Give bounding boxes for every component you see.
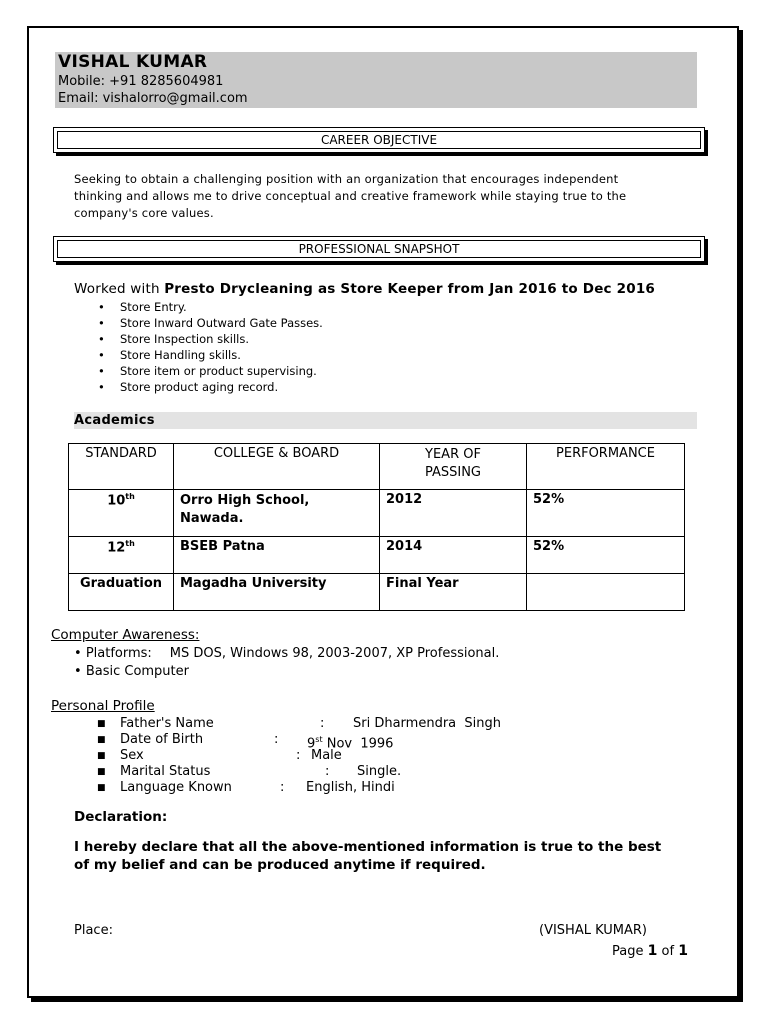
mobile-number: Mobile: +91 8285604981 — [58, 74, 224, 89]
list-item: • Store product aging record. — [98, 380, 279, 394]
header-cell: PERFORMANCE — [527, 444, 685, 490]
table-cell: 2012 — [380, 490, 527, 537]
list-item: • Store Inspection skills. — [98, 332, 249, 346]
career-line: company's core values. — [74, 206, 214, 220]
personal-profile-heading: Personal Profile — [51, 698, 155, 714]
career-objective-text — [74, 171, 694, 222]
page-number: Page 1 of 1 — [612, 943, 688, 959]
career-objective-heading: CAREER OBJECTIVE — [57, 131, 701, 149]
career-line: thinking and allows me to drive conceptual and creative framework while staying true to the — [74, 189, 627, 203]
table-cell: 2014 — [380, 537, 527, 574]
square-bullet-icon: ■ — [97, 783, 106, 793]
table-row — [69, 537, 685, 574]
table-row — [69, 490, 685, 537]
table-cell: BSEB Patna — [174, 537, 380, 574]
bullet-icon: • — [74, 664, 86, 679]
basic-computer-line: • Basic Computer — [74, 664, 189, 679]
candidate-name: VISHAL KUMAR — [58, 52, 208, 72]
square-bullet-icon: ■ — [97, 751, 106, 761]
computer-awareness-heading: Computer Awareness: — [51, 627, 200, 643]
declaration-line: of my belief and can be produced anytime if required. — [74, 857, 486, 873]
square-bullet-icon: ■ — [97, 719, 106, 729]
table-cell: Magadha University — [174, 574, 380, 611]
email-address: Email: vishalorro@gmail.com — [58, 91, 248, 106]
professional-snapshot-bar — [53, 236, 705, 262]
header-cell: YEAR OF PASSING — [380, 444, 527, 490]
career-objective-bar — [53, 127, 705, 153]
table-cell: Graduation — [69, 574, 174, 611]
academics-table — [68, 443, 685, 611]
list-item: • Store item or product supervising. — [98, 364, 317, 378]
career-line: Seeking to obtain a challenging position with an organization that encourages independent — [74, 172, 619, 186]
list-item: • Store Handling skills. — [98, 348, 241, 362]
work-detail: Presto Drycleaning as Store Keeper from Jan 2016 to Dec 2016 — [164, 281, 656, 297]
table-cell: 10th — [69, 490, 174, 537]
table-row — [69, 574, 685, 611]
header-cell: STANDARD — [69, 444, 174, 490]
table-cell: 52% — [527, 490, 685, 537]
table-cell: Final Year — [380, 574, 527, 611]
bullet-icon: • — [74, 646, 86, 661]
table-cell: 12th — [69, 537, 174, 574]
list-item: • Store Entry. — [98, 300, 187, 314]
place-label: Place: — [74, 923, 113, 938]
table-cell — [527, 574, 685, 611]
marital-status-row: ■ Marital Status : Single. — [97, 764, 402, 779]
work-intro: Worked with — [74, 281, 165, 297]
dob-row: ■ Date of Birth : 9st Nov 1996 — [97, 732, 394, 752]
snapshot-list — [98, 299, 323, 395]
square-bullet-icon: ■ — [97, 735, 106, 745]
professional-snapshot-heading: PROFESSIONAL SNAPSHOT — [57, 240, 701, 258]
header-cell: COLLEGE & BOARD — [174, 444, 380, 490]
list-item: • Store Inward Outward Gate Passes. — [98, 316, 323, 330]
declaration-heading: Declaration: — [74, 809, 168, 825]
academics-heading: Academics — [74, 412, 697, 429]
father-name-row: ■ Father's Name : Sri Dharmendra Singh — [97, 716, 501, 731]
work-experience-line — [74, 281, 655, 297]
table-header-row — [69, 444, 685, 490]
signature-name: (VISHAL KUMAR) — [539, 923, 647, 938]
sex-row: ■ Sex : Male — [97, 748, 342, 763]
declaration-line: I hereby declare that all the above-mentioned information is true to the best — [74, 839, 662, 855]
table-cell: 52% — [527, 537, 685, 574]
platforms-line: • Platforms: MS DOS, Windows 98, 2003-2007, XP Professional. — [74, 646, 500, 661]
language-row: ■ Language Known : English, Hindi — [97, 780, 395, 795]
table-cell: Orro High School, Nawada. — [174, 490, 380, 537]
square-bullet-icon: ■ — [97, 767, 106, 777]
